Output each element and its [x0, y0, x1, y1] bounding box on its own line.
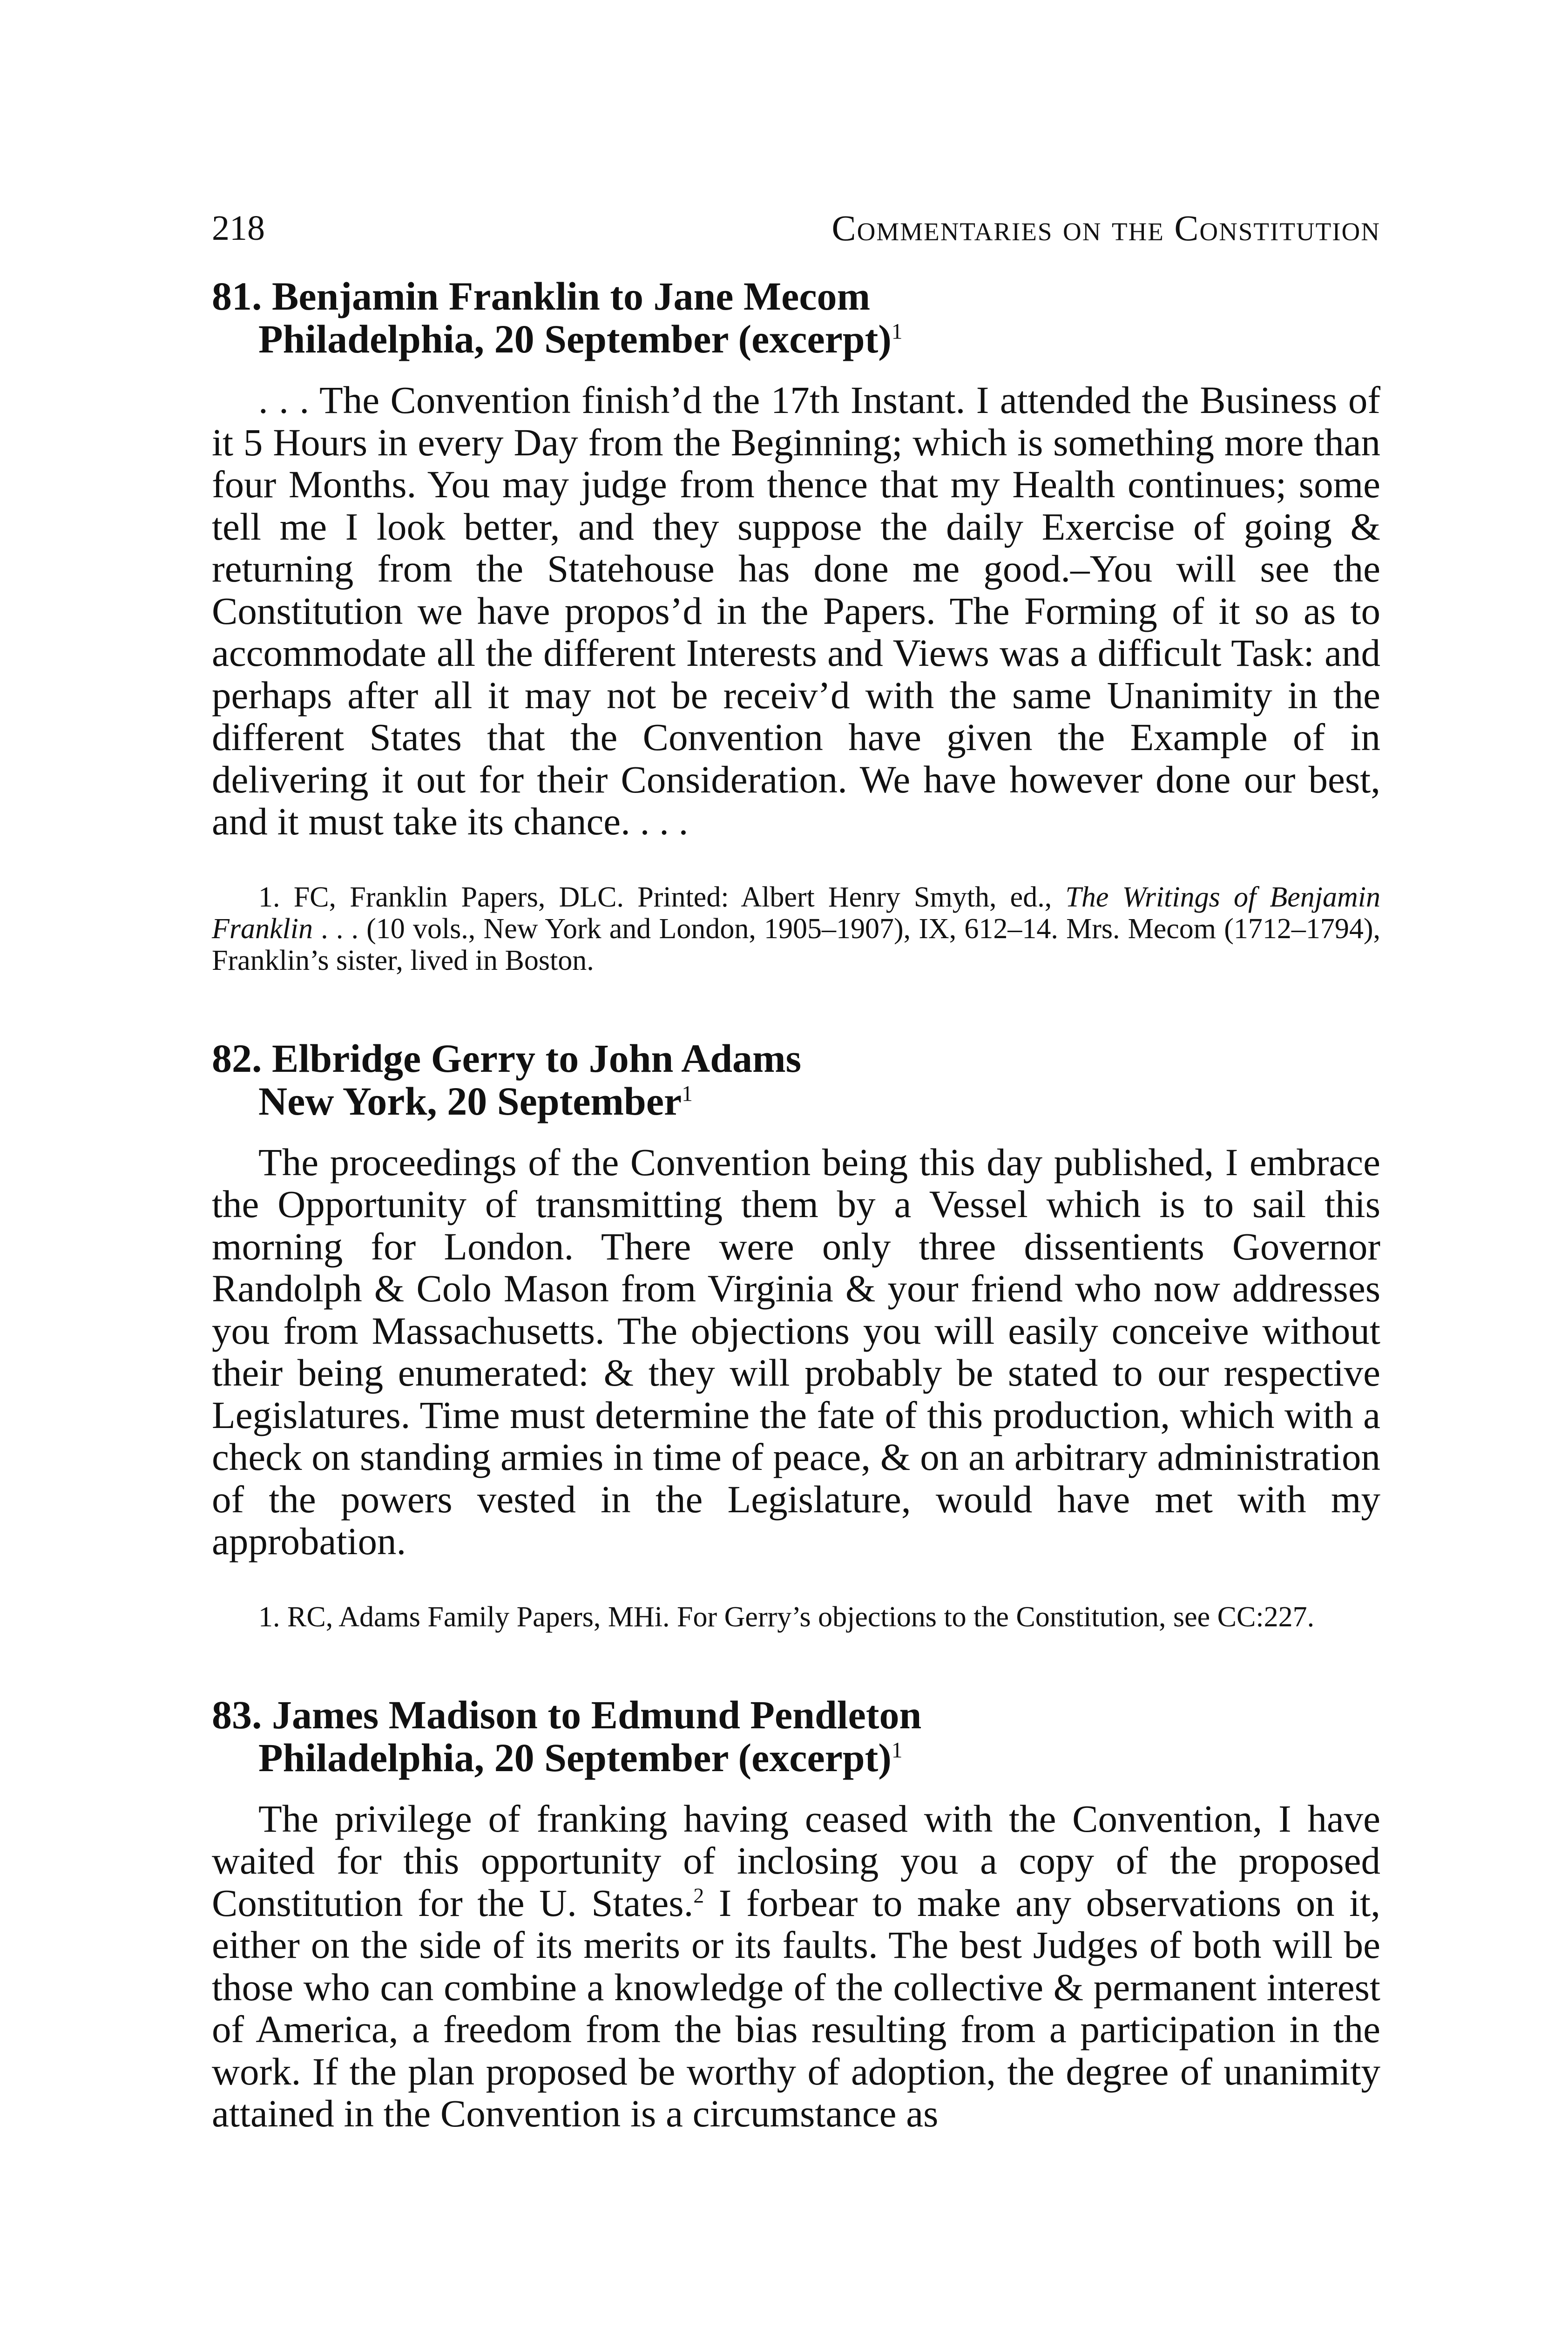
footnote: 1. RC, Adams Family Papers, MHi. For Gerry’s objections to the Constitution, see CC:227. [258, 1601, 1315, 1633]
letter-text: The privilege of franking having ceased with the Convention, I have waited for this opportunity of inclosing you a copy of the proposed Constitution for the U. States.$^2$ I forbear to make any observations on it, either on the side of its merits or its faults. The best Judges of both will be those who can combine a knowledge of the collective & permanent interest of America, a freedom from the bias resulting from a participation in the work. If the plan proposed be worthy of adoption, the degree of unanimity attained in the Convention is a circumstance as [212, 1797, 1380, 2135]
entry-dateline: Philadelphia, 20 September (excerpt)$^1$ [258, 317, 903, 361]
letter-text: . . . The Convention finish’d the 17th Instant. I attended the Business of it 5 Hours in every Day from the Beginning; which is something more than four Months. You may judge from thence that my Health continues; some tell me I look better, and they suppose the daily Exercise of going & returning from the Statehouse has done me good.–You will see the Constitution we have propos’d in the Papers. The Forming of it so as to accommodate all the different Interests and Views was a difficult Task: and perhaps after all it may not be receiv’d with the same Unanimity in the different States that the Convention have given the Example of in delivering it out for their Consideration. We have however done our best, and it must take its chance. . . . [212, 379, 1380, 843]
document-entry-81 [212, 275, 1380, 976]
footnote: 1. FC, Franklin Papers, DLC. Printed: Albert Henry Smyth, ed., The Writings of Benjamin Franklin . . . (10 vols., New York and London, 1905–1907), IX, 612–14. Mrs. Mecom (1712–1794), Franklin’s sister, lived in Boston. [212, 881, 1381, 976]
page [212, 205, 1380, 2173]
entry-title: 83. James Madison to Edmund Pendleton [212, 1692, 922, 1737]
entry-heading [212, 1037, 1380, 1123]
page-number: 218 [212, 209, 265, 248]
document-entry-82 [212, 1037, 1380, 1633]
entry-title: 81. Benjamin Franklin to Jane Mecom [212, 274, 871, 318]
entry-heading [212, 1693, 1380, 1779]
entry-title: 82. Elbridge Gerry to John Adams [212, 1035, 802, 1081]
letter-text: The proceedings of the Convention being this day published, I embrace the Opportunity of transmitting them by a Vessel which is to sail this morning for London. There were only three dissentients Governor Randolph & Colo Mason from Virginia & your friend who now addresses you from Massachusetts. The objections you will easily conceive without their being enumerated: & they will probably be stated to our respective Legislatures. Time must determine the fate of this production, which with a check on standing armies in time of peace, & on an arbitrary administration of the powers vested in the Legislature, would have met with my approbation. [212, 1140, 1380, 1563]
entry-heading [212, 275, 1380, 360]
footnote-marker: 2 [693, 1883, 704, 1907]
document-entry-83 [212, 1693, 1380, 2135]
running-head [212, 205, 1380, 251]
running-title: Commentaries on the Constitution [831, 208, 1380, 248]
footnote-marker: 1 [891, 319, 903, 344]
footnote-marker: 1 [682, 1081, 693, 1106]
entry-dateline: Philadelphia, 20 September (excerpt)$^1$ [258, 1735, 903, 1780]
entry-dateline: New York, 20 September$^1$ [258, 1078, 693, 1123]
footnote-marker: 1 [891, 1738, 903, 1762]
